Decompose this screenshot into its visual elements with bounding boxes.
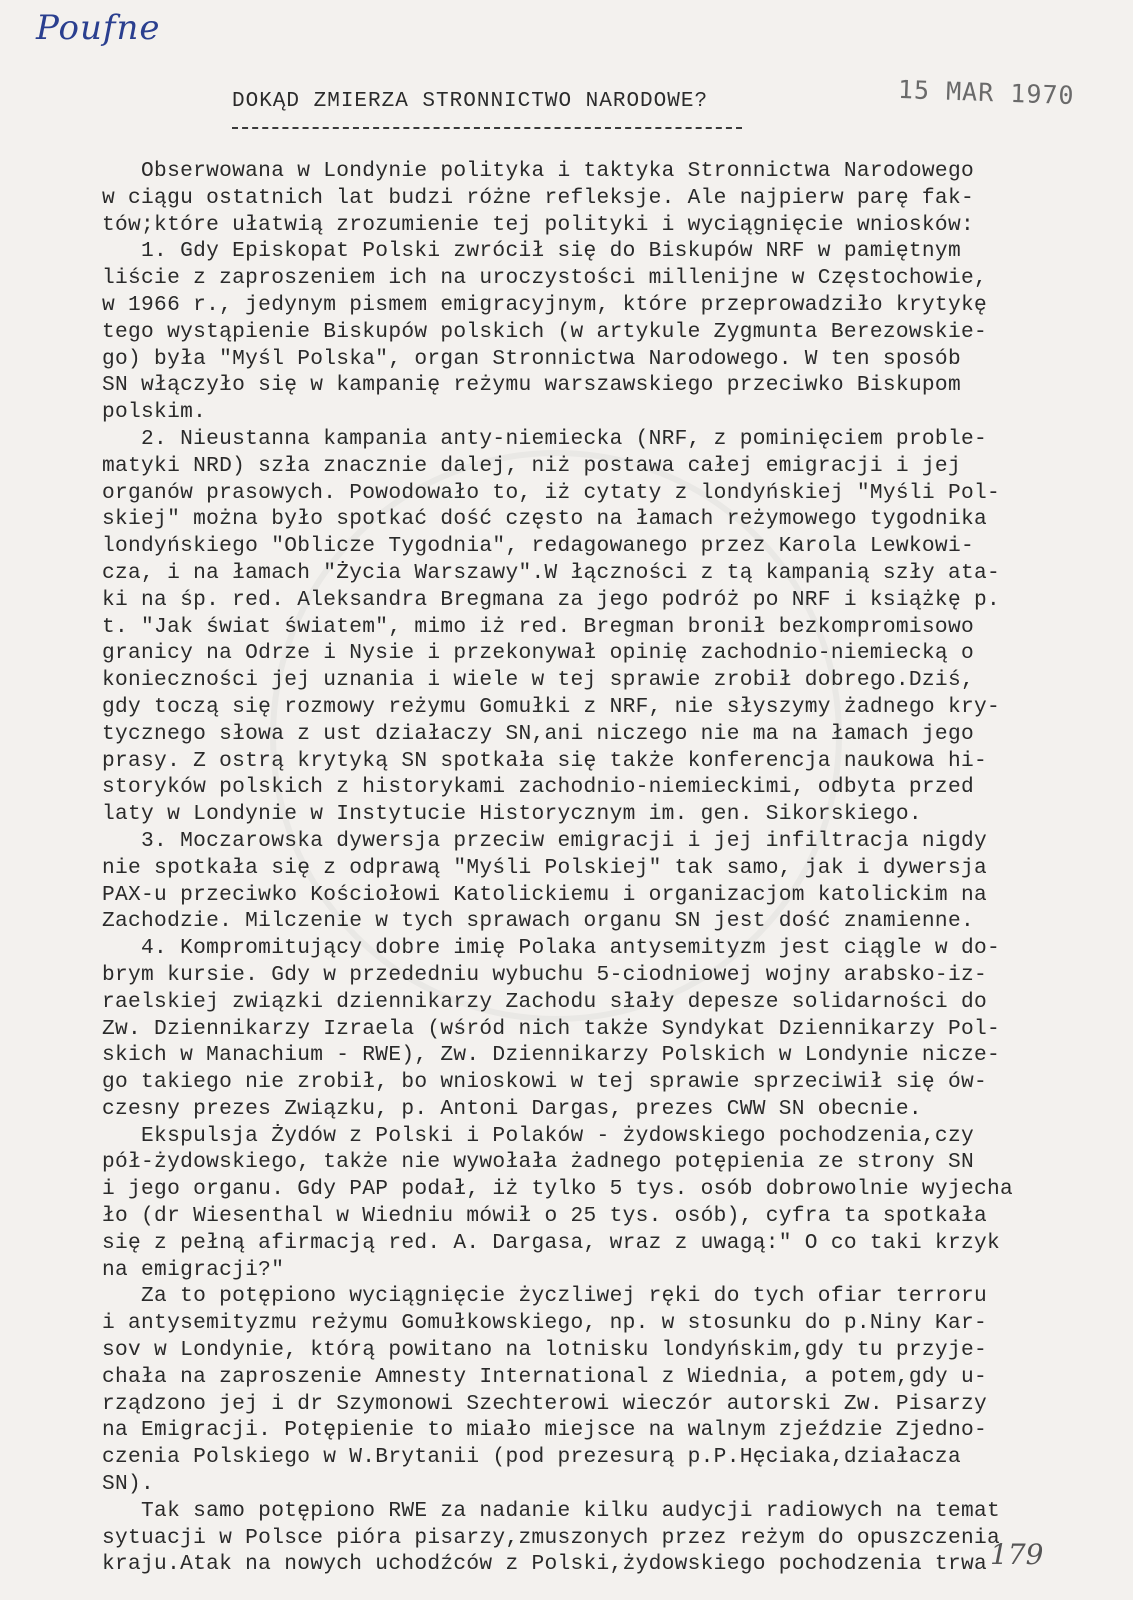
text-line: matyki NRD) szła znacznie dalej, niż postawa całej emigracji i jej [102,453,961,478]
text-line: rządzono jej i dr Szymonowi Szechterowi wieczór autorski Zw. Pisarzy [102,1391,987,1416]
text-line: t. "Jak świat światem", mimo iż red. Bregman bronił bezkompromisowo [102,614,974,639]
text-line: sytuacji w Polsce pióra pisarzy,zmuszonych przez reżym do opuszczenia [102,1525,1001,1550]
text-line: organów prasowych. Powodowało to, iż cytaty z londyńskiej "Myśli Pol- [102,480,1001,505]
text-line: ło (dr Wiesenthal w Wiedniu mówił o 25 tys. osób), cyfra ta spotkała [102,1204,987,1229]
body-text [102,158,1102,1578]
text-line: Tak samo potępiono RWE za nadanie kilku audycji radiowych na temat [102,1498,1001,1523]
text-line: w ciągu ostatnich lat budzi różne refleksje. Ale najpierw parę fak- [102,185,974,210]
text-line: Za to potępiono wyciągnięcie życzliwej ręki do tych ofiar terroru [102,1284,987,1309]
text-line: Ekspulsja Żydów z Polski i Polaków - żydowskiego pochodzenia,czy [102,1123,974,1148]
text-line: polskim. [102,400,207,425]
text-line: tycznego słowa z ust działaczy SN,ani niczego nie ma na łamach jego [102,721,974,746]
text-line: sov w Londynie, którą powitano na lotnisku londyńskim,gdy tu przyje- [102,1338,987,1363]
text-line: skiej" można było spotkać dość często na łamach reżymowego tygodnika [102,507,987,532]
text-line: storyków polskich z historykami zachodnio-niemieckimi, odbyta przed [102,775,974,800]
text-line: londyńskiego "Oblicze Tygodnia", redagowanego przez Karola Lewkowi- [102,534,974,559]
text-line: prasy. Z ostrą krytyką SN spotkała się także konferencja naukowa hi- [102,748,987,773]
text-line: i antysemityzmu reżymu Gomułkowskiego, np. w stosunku do p.Niny Kar- [102,1311,987,1336]
text-line: laty w Londynie w Instytucie Historycznym im. gen. Sikorskiego. [102,802,922,827]
text-line: SN). [102,1472,155,1497]
text-line: czesny prezes Związku, p. Antoni Dargas, prezes CWW SN obecnie. [102,1096,922,1121]
handwritten-note: Poufne [36,8,161,48]
text-line: pół-żydowskiego, także nie wywołała żadnego potępienia ze strony SN [102,1150,974,1175]
text-line: na emigracji?" [102,1257,285,1282]
text-line: Zachodzie. Milczenie w tych sprawach organu SN jest dość znamienne. [102,909,974,934]
text-line: 4. Kompromitujący dobre imię Polaka antysemityzm jest ciągle w do- [102,936,1001,961]
text-line: gdy toczą się rozmowy reżymu Gomułki z NRF, nie słyszymy żadnego kry- [102,694,1001,719]
text-line: i jego organu. Gdy PAP podał, iż tylko 5 tys. osób dobrowolnie wyjecha [102,1177,1014,1202]
page-number-handwritten: 179 [990,1538,1044,1571]
text-line: tego wystąpienie Biskupów polskich (w artykule Zygmunta Berezowskie- [102,319,987,344]
text-line: na Emigracji. Potępienie to miało miejsce na walnym zjeździe Zjedno- [102,1418,987,1443]
text-line: PAX-u przeciwko Kościołowi Katolickiemu i organizacjom katolickim na [102,882,987,907]
text-line: Obserwowana w Londynie polityka i taktyka Stronnictwa Narodowego [102,159,974,183]
text-line: SN włączyło się w kampanię reżymu warszawskiego przeciwko Biskupom [102,373,961,398]
text-line: się z pełną afirmacją red. A. Dargasa, wraz z uwagą:" O co taki krzyk [102,1230,1001,1255]
document-title: DOKĄD ZMIERZA STRONNICTWO NARODOWE? [232,90,709,113]
text-line: ki na śp. red. Aleksandra Bregmana za jego podróż po NRF i książkę p. [102,587,1001,612]
text-line: Zw. Dziennikarzy Izraela (wśród nich także Syndykat Dziennikarzy Pol- [102,1016,1001,1041]
text-line: tów;które ułatwią zrozumienie tej polityki i wyciągnięcie wniosków: [102,212,974,237]
text-line: 3. Moczarowska dywersja przeciw emigracji i jej infiltracja nigdy [102,828,987,853]
text-line: 2. Nieustanna kampania anty-niemiecka (NRF, z pominięciem proble- [102,426,987,451]
text-line: konieczności jej uznania i wiele w tej sprawie zrobił dobrego.Dziś, [102,668,974,693]
text-line: granicy na Odrze i Nysie i przekonywał opinię zachodnio-niemiecką o [102,641,974,666]
text-line: liście z zaproszeniem ich na uroczystości millenijne w Częstochowie, [102,266,987,291]
title-underline [232,127,742,129]
text-line: go takiego nie zrobił, bo wnioskowi w tej sprawie sprzeciwił się ów- [102,1070,987,1095]
text-line: chała na zaproszenie Amnesty International z Wiednia, a potem,gdy u- [102,1364,987,1389]
text-line: czenia Polskiego w W.Brytanii (pod prezesurą p.P.Hęciaka,działacza [102,1445,961,1470]
text-line: 1. Gdy Episkopat Polski zwrócił się do Biskupów NRF w pamiętnym [102,239,961,264]
text-line: cza, i na łamach "Życia Warszawy".W łączności z tą kampanią szły ata- [102,560,1001,585]
text-line: w 1966 r., jedynym pismem emigracyjnym, które przeprowadziło krytykę [102,292,987,317]
text-line: skich w Manachium - RWE), Zw. Dziennikarzy Polskich w Londynie nicze- [102,1043,1001,1068]
text-line: brym kursie. Gdy w przededniu wybuchu 5-ciodniowej wojny arabsko-iz- [102,962,987,987]
text-line: kraju.Atak na nowych uchodźców z Polski,żydowskiego pochodzenia trwa [102,1552,987,1577]
text-line: nie spotkała się z odprawą "Myśli Polskiej" tak samo, jak i dywersja [102,855,987,880]
text-line: raelskiej związki dziennikarzy Zachodu słały depesze solidarności do [102,989,987,1014]
text-line: go) była "Myśl Polska", organ Stronnictwa Narodowego. W ten sposób [102,346,961,371]
date-stamp: 15 MAR 1970 [897,74,1076,111]
